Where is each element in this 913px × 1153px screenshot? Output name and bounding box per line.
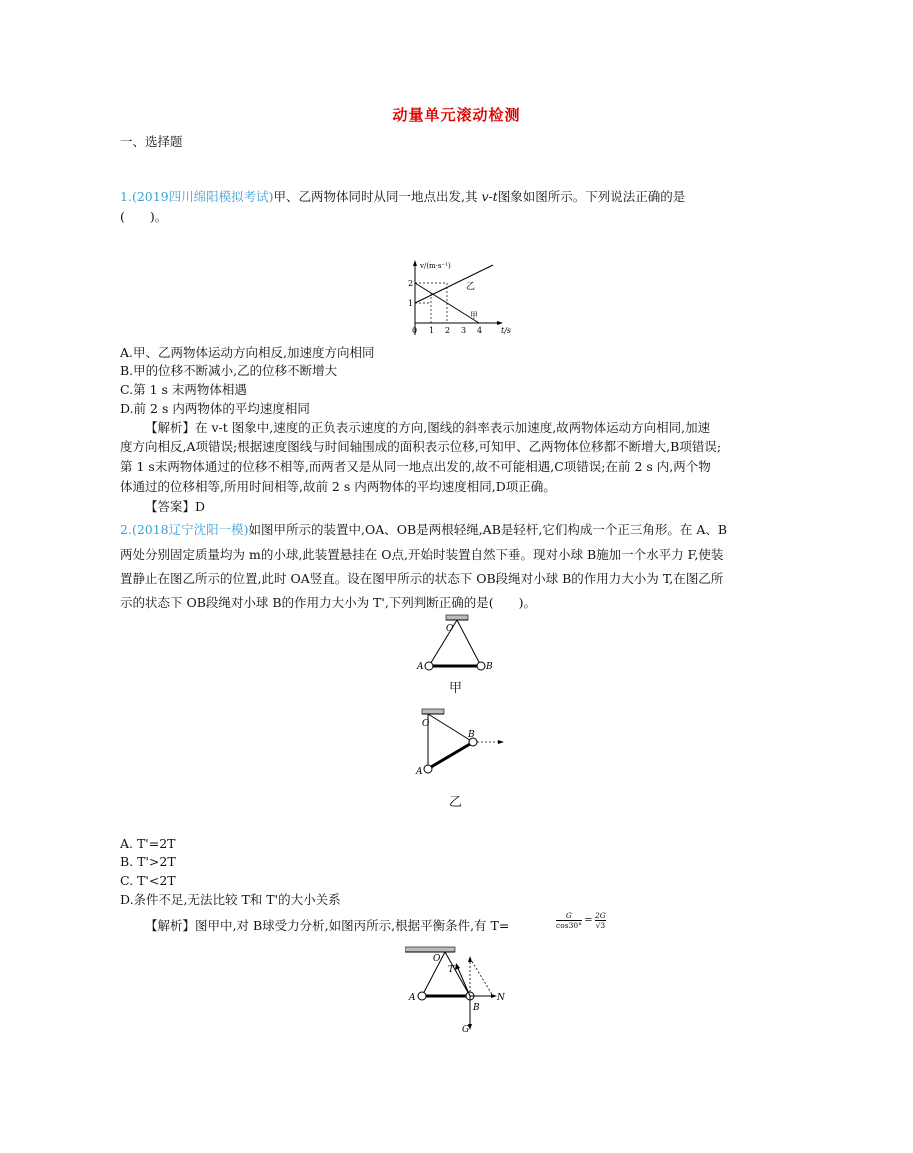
vertical-arrowhead	[468, 956, 472, 962]
q2-option-a: A. T'=2T	[120, 836, 176, 851]
page-title: 动量单元滚动检测	[392, 106, 521, 124]
q1-stem-b: 图象如图所示。下列说法正确的是	[497, 189, 686, 204]
q1-option-d: D.前 2 s 内两物体的平均速度相同	[120, 401, 310, 416]
force-f-arrowhead	[498, 740, 504, 744]
x-axis-arrow	[497, 321, 503, 325]
y-tick-1: 1	[408, 299, 414, 308]
q1-analysis-4: 体通过的位移相等,所用时间相等,故前 2 s 内两物体的平均速度相同,D项正确。	[120, 479, 556, 494]
x-tick-2: 2	[445, 326, 451, 335]
resultant-dashed	[470, 958, 493, 996]
q1-number: 1.	[120, 189, 132, 204]
q2-figure-yi	[412, 707, 517, 779]
label-a: A	[409, 993, 416, 1003]
fraction-2-num: 2G	[595, 911, 606, 920]
label-b: B	[468, 730, 475, 740]
q1-option-a: A.甲、乙两物体运动方向相反,加速度方向相同	[120, 345, 375, 360]
q1-option-b: B.甲的位移不断减小,乙的位移不断增大	[120, 363, 338, 378]
rope-ob	[457, 620, 481, 666]
q1-source: (2019四川绵阳模拟考试)	[131, 189, 274, 204]
q2-figure-bing	[405, 944, 515, 1036]
q2-analysis-prefix: 【解析】图甲中,对 B球受力分析,如图丙所示,根据平衡条件,有 T=	[145, 918, 510, 933]
label-g: G	[462, 1025, 470, 1035]
fig-jia-caption: 甲	[449, 681, 463, 696]
label-o: O	[433, 954, 441, 964]
x-tick-3: 3	[461, 326, 467, 335]
ball-b	[477, 662, 485, 670]
x-axis-label: t/s	[501, 326, 512, 335]
q1-analysis-3: 第 1 s末两物体通过的位移不相等,而两者又是从同一地点出发的,故不可能相遇,C项错误;在前 2 s 内,两个物	[120, 459, 711, 474]
label-a: A	[416, 767, 423, 777]
q1-stem-a: 甲、乙两物体同时从同一地点出发,其	[273, 189, 478, 204]
q2-stem-1-text: 如图甲所示的装置中,OA、OB是两根轻绳,AB是轻杆,它们构成一个正三角形。在 A、B	[248, 522, 728, 537]
label-b: B	[473, 1003, 480, 1013]
label-jia: 甲	[470, 311, 478, 320]
q2-option-d: D.条件不足,无法比较 T和 T'的大小关系	[120, 892, 341, 907]
fraction-1	[556, 911, 582, 930]
rope-ob	[428, 714, 473, 742]
label-t: T	[448, 965, 455, 975]
q2-stem-2: 两处分别固定质量均为 m的小球,此装置悬挂在 O点,开始时装置自然下垂。现对小球 B施加一个水平力 F,使装	[120, 547, 724, 562]
section-heading: 一、选择题	[120, 134, 183, 149]
label-a: A	[417, 662, 424, 672]
q1-answer: 【答案】D	[145, 499, 206, 514]
fraction-2	[595, 911, 606, 930]
q1-analysis-1: 【解析】在 v-t 图象中,速度的正负表示速度的方向,图线的斜率表示加速度,故两物体运动方向相同,加速	[145, 420, 711, 435]
q1-analysis-2: 度方向相反,A项错误;根据速度图线与时间轴围成的面积表示位移,可知甲、乙两物体位移都不断增大,B项错误;	[120, 439, 722, 454]
y-axis-label: v/(m·s⁻¹)	[420, 262, 451, 270]
ceiling-hatch	[446, 615, 468, 620]
label-b: B	[486, 662, 493, 672]
q2-formula	[556, 911, 606, 930]
ball-a	[424, 765, 432, 773]
formula-equals: =	[584, 915, 593, 926]
rod-ab	[431, 744, 470, 767]
q2-stem-3: 置静止在图乙所示的位置,此时 OA竖直。设在图甲所示的状态下 OB段绳对小球 B的作用力大小为 T,在图乙所	[120, 571, 724, 586]
q2-option-b: B. T'>2T	[120, 854, 176, 869]
line-yi	[415, 265, 493, 303]
fig-yi-caption: 乙	[449, 795, 463, 810]
ball-a	[418, 992, 426, 1000]
label-o: O	[422, 719, 430, 729]
label-o: O	[446, 624, 454, 634]
q1-option-c: C.第 1 s 末两物体相遇	[120, 382, 247, 397]
q2-stem-1	[120, 521, 727, 539]
q1-stem	[120, 188, 685, 206]
ball-a	[425, 662, 433, 670]
fraction-1-den: cos30°	[556, 921, 582, 930]
label-n: N	[497, 993, 505, 1003]
y-tick-2: 2	[408, 279, 414, 288]
force-t-arrowhead	[455, 963, 460, 970]
q2-figure-jia	[415, 612, 500, 678]
q1-vt-graph	[398, 257, 518, 339]
x-tick-1: 1	[429, 326, 435, 335]
ceiling-hatch	[422, 709, 444, 714]
q2-number: 2.	[120, 522, 132, 537]
q1-vt: v-t	[481, 189, 498, 204]
y-axis-arrow	[413, 260, 417, 266]
fraction-2-den: √3	[595, 921, 606, 930]
fraction-1-num: G	[565, 911, 572, 920]
q1-blank: ( )。	[120, 209, 168, 224]
label-yi: 乙	[466, 282, 476, 292]
ceiling-hatch	[405, 947, 455, 952]
q2-source: (2018辽宁沈阳一模)	[131, 522, 249, 537]
q2-analysis	[145, 917, 509, 935]
q2-stem-4: 示的状态下 OB段绳对小球 B的作用力大小为 T',下列判断正确的是( )。	[120, 595, 537, 610]
force-t-vector	[457, 966, 470, 996]
origin-label: 0	[412, 326, 418, 335]
q2-option-c: C. T'<2T	[120, 873, 176, 888]
x-tick-4: 4	[477, 326, 483, 335]
